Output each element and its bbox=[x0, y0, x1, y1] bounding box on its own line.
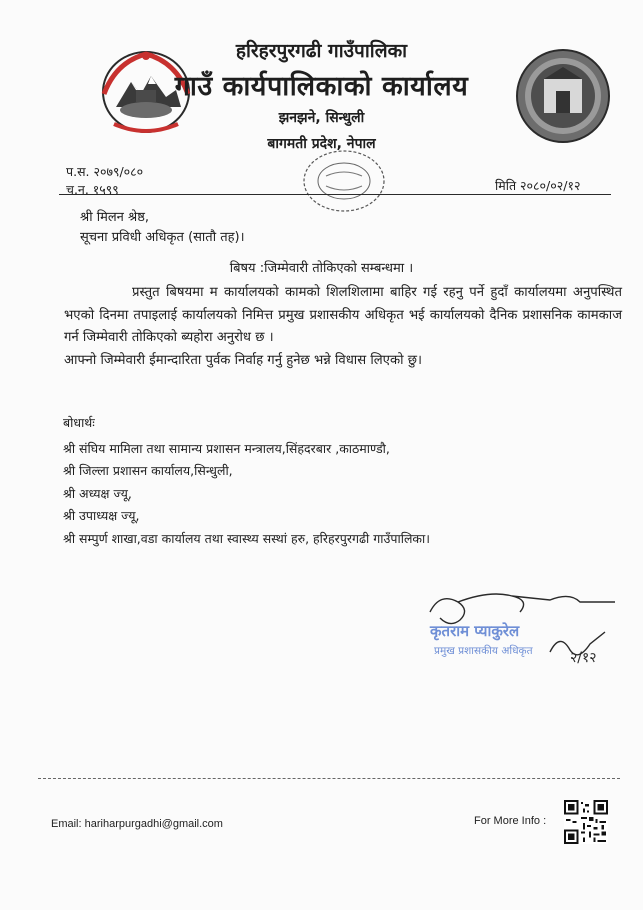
signature-block bbox=[420, 572, 620, 672]
office-title: गाउँ कार्यपालिकाको कार्यालय bbox=[174, 71, 469, 102]
cc-item: श्री जिल्ला प्रशासन कार्यालय,सिन्धुली, bbox=[63, 463, 233, 478]
reference-number: प.स. २०७९/०८० bbox=[66, 164, 144, 179]
signature-date: २/१२ bbox=[570, 650, 597, 666]
signature-stroke bbox=[430, 594, 615, 624]
dispatch-number: च.न. १५९९ bbox=[66, 182, 119, 197]
cc-item: श्री सम्पुर्ण शाखा,वडा कार्यालय तथा स्वास्थ्य सस्थां हरु, हरिहरपुरगढी गाउँपालिका। bbox=[63, 530, 430, 546]
office-stamp-icon bbox=[296, 146, 392, 216]
header-divider bbox=[59, 194, 611, 195]
qr-code-icon bbox=[564, 800, 608, 844]
office-province: बागमती प्रदेश, नेपाल bbox=[267, 136, 376, 152]
letter-subject: बिषय :जिम्मेवारी तोकिएको सम्बन्धमा । bbox=[229, 261, 414, 276]
addressee-designation: सूचना प्रविधी अधिकृत (सातौ तह)। bbox=[80, 230, 245, 245]
footer-more-info: For More Info : bbox=[474, 815, 547, 827]
office-location: झनझने, सिन्धुली bbox=[278, 110, 365, 126]
body-paragraph-1: प्रस्तुत बिषयमा म कार्यालयको कामको शिलशिलामा बाहिर गई रहनु पर्ने हुदाँ कार्यालयमा अनुपस्थित भएको दिनमा तपाइलाई कार्यालयको निमित्त प्रमुख प्रशासकीय अधिकृत भई कार्यालयको दैनिक प्रशासनिक कामकाज गर्न जिम्मेवारी तोकिएको ब्यहोरा अनुरोध छ । bbox=[64, 285, 622, 345]
cc-item: श्री अध्यक्ष ज्यू, bbox=[63, 485, 132, 501]
addressee-name: श्री मिलन श्रेष्ठ, bbox=[80, 210, 149, 225]
cc-item: श्री संघिय मामिला तथा सामान्य प्रशासन मन्त्रालय,सिंहदरबार ,काठमाण्डौ, bbox=[63, 440, 390, 456]
cc-item: श्री उपाध्यक्ष ज्यू, bbox=[63, 508, 140, 523]
signature-stamp-title: प्रमुख प्रशासकीय अधिकृत bbox=[434, 645, 533, 657]
body-paragraph-2: आफ्नो जिम्मेवारी ईमान्दारिता पुर्वक निर्वाह गर्नु हुनेछ भन्ने विधास लिएको छु। bbox=[64, 352, 422, 368]
cc-list bbox=[63, 412, 430, 550]
signature-stamp-name: कृतराम प्याकुरेल bbox=[430, 622, 520, 640]
footer-divider bbox=[38, 778, 620, 779]
cc-label: बोधार्थः bbox=[63, 415, 95, 430]
letter-date: मिति २०८०/०२/१२ bbox=[495, 178, 581, 193]
letter-body bbox=[64, 282, 622, 372]
footer-email: Email: hariharpurgadhi@gmail.com bbox=[51, 818, 223, 830]
municipality-name: हरिहरपुरगढी गाउँपालिका bbox=[235, 40, 408, 62]
